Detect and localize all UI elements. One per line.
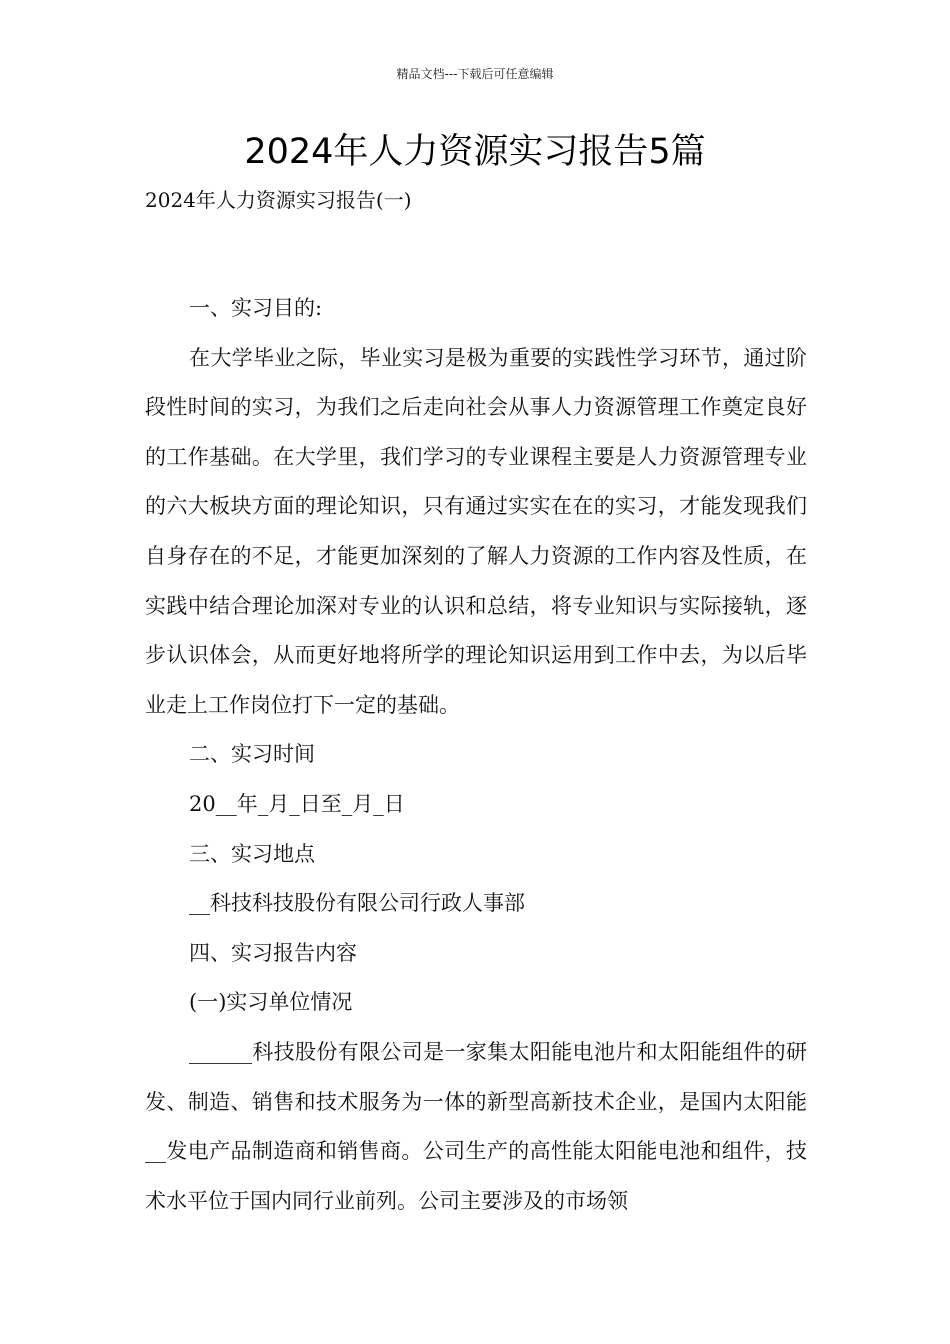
paragraph-unit: ______科技股份有限公司是一家集太阳能电池片和太阳能组件的研发、制造、销售和技术服务为一体的新型高新技术企业，是国内太阳能__发电产品制造商和销售商。公司生产的高性能太阳能电池和组件，技术水平位于国内同行业前列。公司主要涉及的市场领 <box>145 1039 807 1213</box>
page-header: 精品文档---下载后可任意编辑 <box>396 67 554 81</box>
section-heading-place: 三、实习地点 <box>189 841 315 866</box>
section-heading-time: 二、实习时间 <box>189 742 315 767</box>
section-heading-purpose: 一、实习目的: <box>189 296 323 320</box>
document-subtitle: 2024年人力资源实习报告(一) <box>145 188 412 212</box>
paragraph-place: __科技科技股份有限公司行政人事部 <box>189 891 525 916</box>
subsection-heading-unit: (一)实习单位情况 <box>189 990 353 1015</box>
paragraph-time: 20__年_月_日至_月_日 <box>189 791 405 816</box>
section-heading-content: 四、实习报告内容 <box>189 940 357 965</box>
paragraph-purpose: 在大学毕业之际，毕业实习是极为重要的实践性学习环节，通过阶段性时间的实习，为我们之后走向社会从事人力资源管理工作奠定良好的工作基础。在大学里，我们学习的专业课程主要是人力资源管理专业的六大板块方面的理论知识，只有通过实实在在的实习，才能发现我们自身存在的不足，才能更加深刻的了解人力资源的工作内容及性质，在实践中结合理论加深对专业的认识和总结，将专业知识与实际接轨，逐步认识体会，从而更好地将所学的理论知识运用到工作中去，为以后毕业走上工作岗位打下一定的基础。 <box>145 345 807 717</box>
document-body <box>145 284 807 1226</box>
document-title: 2024年人力资源实习报告5篇 <box>244 132 706 172</box>
